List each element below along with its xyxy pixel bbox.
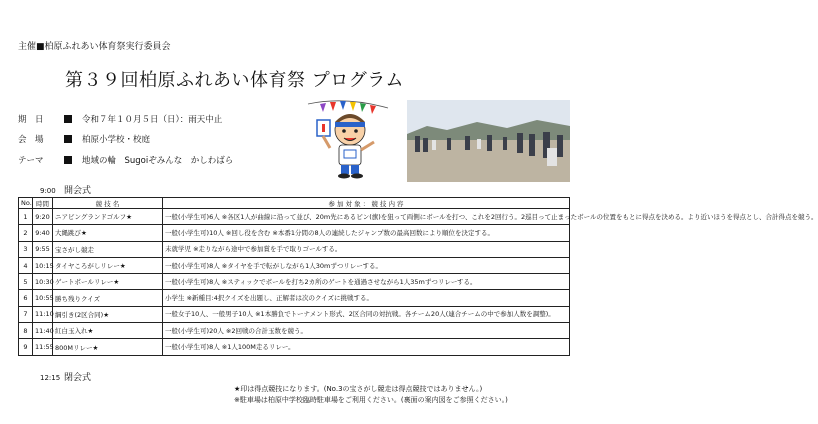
row-no: 4 (19, 257, 33, 273)
row-time: 11:55 (33, 339, 53, 355)
info-label: 会 場 (18, 135, 44, 145)
table-row (19, 323, 570, 339)
table-row (19, 241, 570, 257)
row-no: 7 (19, 306, 33, 322)
row-time: 10:15 (33, 257, 53, 273)
opening-ceremony (40, 183, 91, 196)
row-no: 1 (19, 209, 33, 225)
row-desc: 小学生 ※新種目:4択クイズを出題し、正解者は次のクイズに挑戦する。 (163, 290, 570, 306)
header-desc: 参 加 対 象 ： 競 技 内 容 (163, 198, 570, 209)
organizer: 主催■柏原ふれあい体育祭実行委員会 (18, 42, 171, 52)
row-no: 8 (19, 323, 33, 339)
page-title: 第３９回柏原ふれあい体育祭 プログラム (65, 70, 405, 91)
program-table (18, 197, 818, 356)
row-no: 9 (19, 339, 33, 355)
table-row (19, 225, 570, 241)
row-no: 2 (19, 225, 33, 241)
info-theme (18, 154, 233, 166)
table-header-row (19, 198, 570, 209)
table-row (19, 274, 570, 290)
row-name: 宝さがし競走 (53, 241, 163, 257)
table-row (19, 339, 570, 355)
info-label: テーマ (18, 156, 44, 166)
row-time: 9:40 (33, 225, 53, 241)
event-photo-image (407, 100, 570, 182)
info-date (18, 113, 222, 125)
row-name: ニアピングランドゴルフ★ (53, 209, 163, 225)
header-time: 時間 (33, 198, 53, 209)
row-name: 勝ち残りクイズ (53, 290, 163, 306)
square-bullet-icon (64, 135, 72, 143)
row-name: タイヤころがしリレー★ (53, 257, 163, 273)
mascot-illustration (300, 98, 395, 180)
opening-label: 開会式 (64, 186, 92, 196)
row-desc: 一般(小学生可)20人 ※2回戦の合計玉数を競う。 (163, 323, 570, 339)
row-desc: 未就学児 ※走りながら途中で参加賞を手で取りゴールする。 (163, 241, 570, 257)
closing-time: 12:15 (40, 374, 61, 382)
row-name: 綱引き(2区合同)★ (53, 306, 163, 322)
note-scoring: ★印は得点競技になります。(No.3の宝さがし競走は得点競技ではありません。) (234, 385, 483, 393)
row-name: 大縄跳び★ (53, 225, 163, 241)
row-no: 3 (19, 241, 33, 257)
header-no: No. (19, 198, 33, 209)
row-name: 800Mリレー★ (53, 339, 163, 355)
row-desc: 一般(小学生可)10人 ※回し役を含む ※本番1分間の8人の連続したジャンプ数の最高回数により順位を決定する。 (163, 225, 570, 241)
table-row (19, 290, 570, 306)
row-time: 11:40 (33, 323, 53, 339)
note-parking: ※駐車場は柏原中学校臨時駐車場をご利用ください。(裏面の案内図をご参照ください。) (234, 396, 508, 404)
closing-label: 閉会式 (64, 373, 92, 383)
footer-notes (234, 384, 508, 406)
row-desc: 一般(小学生可)8人 ※スティックでボールを打ち2カ所のゲートを通過させながら1人35mずつリレーする。 (163, 274, 570, 290)
row-no: 6 (19, 290, 33, 306)
row-desc: 一般女子10人、一般男子10人 ※1本勝負でトーナメント形式、2区合同の対抗戦。各チーム20人(連合チームの中で参加人数を調整)。 (163, 306, 570, 322)
info-value: 令和７年１０月５日（日）：雨天中止 (82, 115, 223, 125)
closing-ceremony (40, 370, 91, 383)
row-no: 5 (19, 274, 33, 290)
header-name: 競 技 名 (53, 198, 163, 209)
table-row (19, 306, 570, 322)
row-time: 9:20 (33, 209, 53, 225)
row-time: 9:55 (33, 241, 53, 257)
row-time: 11:10 (33, 306, 53, 322)
row-desc: 一般(小学生可)8人 ※タイヤを手で転がしながら1人30mずつリレーする。 (163, 257, 570, 273)
square-bullet-icon (64, 115, 72, 123)
table-row (19, 209, 570, 225)
row-desc: 一般(小学生可)6人 ※各区1人が曲線に沿って並び、20m先にあるピン(旗)を狙って両側にボールを打つ、これを2回行う。2巡目って止まったボールの位置をもとに得点を決める。より近いほうを得点とし、合計得点を競う。 (163, 209, 570, 225)
row-time: 10:30 (33, 274, 53, 290)
event-photo (407, 100, 570, 182)
square-bullet-icon (64, 156, 72, 164)
row-name: 紅白玉入れ★ (53, 323, 163, 339)
info-venue (18, 133, 150, 145)
row-desc: 一般(小学生可)8人 ※1人100M走るリレー。 (163, 339, 570, 355)
info-value: 地域の輪 Sugoiぞみんな かしわばら (82, 156, 234, 166)
opening-time: 9:00 (40, 187, 56, 195)
info-value: 柏原小学校・校庭 (82, 135, 151, 145)
info-label: 期 日 (18, 115, 44, 125)
table-row (19, 257, 570, 273)
row-time: 10:55 (33, 290, 53, 306)
row-name: ゲートボールリレー★ (53, 274, 163, 290)
